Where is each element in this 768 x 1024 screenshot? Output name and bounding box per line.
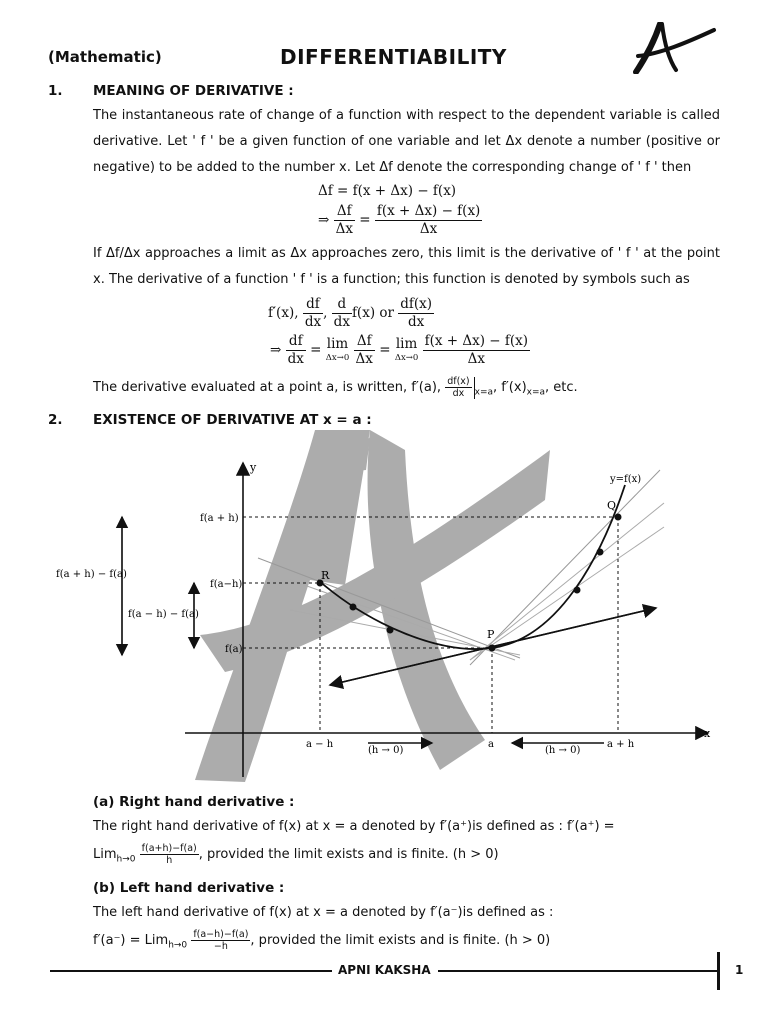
label-h-to-0-left: (h → 0) — [368, 745, 404, 756]
numerator: f(a−h)−f(a) — [193, 929, 249, 940]
label-a-plus-h: a + h — [607, 739, 635, 750]
point-q-approach-1 — [597, 549, 604, 556]
label-q: Q — [607, 499, 617, 512]
curve-label: y=f(x) — [610, 474, 642, 485]
subscript: x=a — [526, 387, 546, 398]
text: , etc. — [545, 380, 578, 395]
denominator: Δx — [467, 351, 485, 367]
numerator: Δf — [354, 333, 375, 351]
fraction-delta — [334, 203, 355, 238]
secant-line-q3 — [470, 527, 664, 660]
label-r: R — [321, 569, 330, 582]
derivative-figure — [0, 455, 768, 795]
text: The derivative evaluated at a point a, is written, f′(a), — [93, 380, 442, 395]
x-axis-label: x — [704, 727, 711, 740]
brand-logo-icon — [630, 22, 720, 74]
page-title: DIFFERENTIABILITY — [280, 45, 507, 69]
limit-operator — [326, 337, 349, 365]
f-prime-x: f′(x), — [268, 305, 299, 321]
denominator: h — [166, 855, 173, 866]
lim-subscript: h→0 — [116, 854, 136, 865]
point-p — [489, 645, 496, 652]
section-1-para-1: The instantaneous rate of change of a function with respect to the dependent variable is called derivative. Let ' f ' be a given function of one variable and let Δx denote a number (positive or negative) to be added to the number x. Let Δf denote the corresponding change of ' f ' then — [93, 108, 720, 175]
fraction-dfx-dx — [398, 296, 434, 331]
point-q-approach-2 — [574, 587, 581, 594]
equation-ratio — [318, 203, 482, 238]
label-f-a-minus-h: f(a−h) — [210, 579, 243, 590]
lim-text: lim — [395, 335, 418, 352]
section-1-number: 1. — [48, 83, 63, 99]
limit-operator — [395, 337, 418, 365]
rhd-line-1: The right hand derivative of f(x) at x = a denoted by f′(a⁺)is defined as : f′(a⁺) = — [93, 819, 615, 834]
point-q — [615, 514, 622, 521]
label-p: P — [487, 628, 495, 641]
text: f′(a⁻) = Lim — [93, 933, 169, 948]
fraction-delta — [354, 333, 375, 368]
fraction-d-dx — [332, 296, 352, 331]
label-a: a — [488, 739, 494, 750]
lhd-line-1: The left hand derivative of f(x) at x = a denoted by f′(a⁻)is defined as : — [93, 905, 554, 920]
lhd-heading: (b) Left hand derivative : — [93, 880, 285, 896]
equals-symbol: = — [310, 342, 322, 358]
denominator: dx — [333, 314, 350, 330]
lhd-fraction — [191, 929, 250, 952]
label-a-minus-h: a − h — [306, 739, 334, 750]
numerator: Δf — [334, 203, 355, 221]
rhd-line-2 — [93, 842, 499, 873]
numerator: f(x + Δx) − f(x) — [376, 203, 481, 219]
section-2-heading: EXISTENCE OF DERIVATIVE AT x = a : — [93, 412, 372, 428]
equation-limit — [270, 333, 530, 368]
numerator: f(x + Δx) − f(x) — [424, 333, 529, 349]
equals-symbol: = — [359, 212, 371, 228]
equation-notations: f′(x), $\frac{df}{dx}$ , $\frac{d}{dx}$ f(x) or $\frac{df(x)}{dx}$ — [268, 296, 433, 330]
footer-rule-right — [438, 970, 718, 972]
equals-symbol: = — [379, 342, 391, 358]
section-1-para-2: If Δf/Δx approaches a limit as Δx approaches zero, this limit is the derivative of ' f ' at the point x. The derivative of a function ' f ' is a function; this function is denoted by symbols such as — [93, 246, 720, 287]
text: , provided the limit exists and is finite. (h > 0) — [250, 933, 551, 948]
secant-line-q1 — [470, 470, 660, 665]
point-r-approach-2 — [387, 627, 394, 634]
footer-brand: APNI KAKSHA — [338, 963, 431, 977]
f-x-or: f(x) or — [351, 305, 394, 321]
numerator: df(x) — [447, 376, 470, 387]
numerator: f(a+h)−f(a) — [141, 843, 197, 854]
denominator: dx — [304, 314, 322, 330]
section-1-para-3 — [93, 375, 578, 406]
fraction-df-dx — [303, 296, 323, 331]
lhd-line-2 — [93, 928, 550, 959]
secant-line-r1 — [258, 558, 520, 658]
rhd-fraction — [140, 843, 199, 866]
numerator: df — [286, 333, 306, 351]
subject-label: (Mathematic) — [48, 48, 162, 66]
denominator: dx — [287, 351, 304, 367]
lim-subscript: Δx→0 — [325, 352, 350, 363]
text: , f′(x) — [493, 380, 527, 395]
y-axis-label: y — [250, 461, 257, 474]
fraction-difference — [423, 333, 530, 368]
label-h-to-0-right: (h → 0) — [545, 745, 581, 756]
lim-text: Lim — [93, 847, 117, 862]
lim-subscript: h→0 — [168, 940, 188, 951]
label-f-a: f(a) — [225, 644, 243, 655]
label-f-a-plus-h: f(a + h) — [200, 513, 239, 524]
lim-subscript: Δx→0 — [394, 352, 419, 363]
lim-text: lim — [326, 335, 349, 352]
footer-rule-left — [50, 970, 332, 972]
point-r-approach-1 — [350, 604, 357, 611]
implies-symbol: ⇒ — [318, 212, 330, 228]
footer-vertical-bar — [717, 952, 720, 990]
section-2-number: 2. — [48, 412, 63, 428]
label-diff-minus: f(a − h) − f(a) — [128, 609, 199, 620]
denominator: −h — [213, 941, 228, 952]
denominator: Δx — [419, 221, 438, 237]
denominator: Δx — [335, 221, 353, 237]
text: , provided the limit exists and is finite. (h > 0) — [198, 847, 499, 862]
denominator: dx — [408, 314, 425, 330]
fraction-df-dx — [286, 333, 306, 368]
denominator: Δx — [355, 351, 373, 367]
numerator: df — [303, 296, 323, 314]
subscript: x=a — [474, 387, 494, 398]
fraction-difference — [375, 203, 482, 238]
page-number: 1 — [735, 963, 744, 977]
section-1-heading: MEANING OF DERIVATIVE : — [93, 83, 294, 99]
label-diff-plus: f(a + h) − f(a) — [56, 569, 127, 580]
fraction-dfx-dx-small — [445, 376, 471, 399]
secant-line-q2 — [470, 503, 664, 660]
equation-delta-f: Δf = f(x + Δx) − f(x) — [318, 183, 457, 199]
denominator: dx — [452, 388, 465, 399]
implies-symbol: ⇒ — [270, 342, 282, 358]
numerator: df(x) — [400, 296, 433, 312]
rhd-heading: (a) Right hand derivative : — [93, 794, 295, 810]
numerator: d — [332, 296, 352, 314]
